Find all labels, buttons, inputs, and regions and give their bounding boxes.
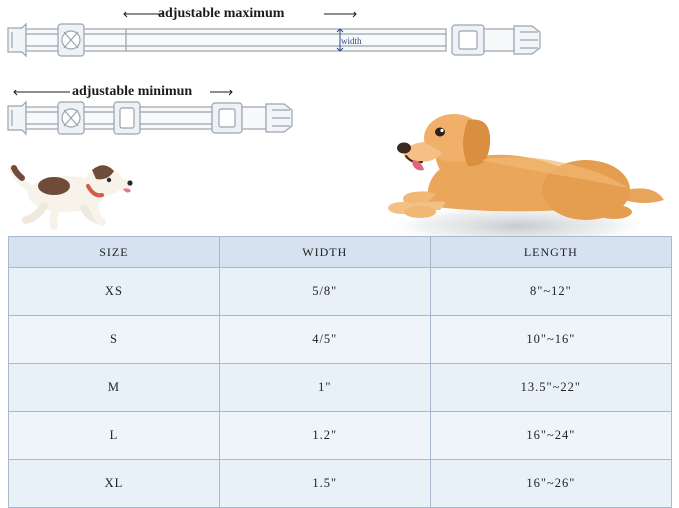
table-header-row xyxy=(9,237,672,268)
cell-length: 8"~12" xyxy=(430,268,671,316)
cell-size: L xyxy=(9,412,220,460)
cell-width: 1.5" xyxy=(219,460,430,508)
table-row xyxy=(9,364,672,412)
cell-width: 5/8" xyxy=(219,268,430,316)
cell-length: 10"~16" xyxy=(430,316,671,364)
table-row xyxy=(9,268,672,316)
cell-length: 16"~26" xyxy=(430,460,671,508)
table-row xyxy=(9,316,672,364)
cell-width: 1" xyxy=(219,364,430,412)
cell-size: XL xyxy=(9,460,220,508)
cell-length: 13.5"~22" xyxy=(430,364,671,412)
column-header-width: WIDTH xyxy=(219,237,430,268)
cell-width: 1.2" xyxy=(219,412,430,460)
table-row xyxy=(9,460,672,508)
lying-golden-retriever-illustration xyxy=(368,98,668,248)
size-chart-table xyxy=(8,236,672,508)
running-dog-illustration xyxy=(8,160,148,230)
cell-size: S xyxy=(9,316,220,364)
adjustable-minimum-label: adjustable minimun xyxy=(72,84,193,99)
table-row xyxy=(9,412,672,460)
column-header-size: SIZE xyxy=(9,237,220,268)
adjustable-maximum-label: adjustable maximum xyxy=(158,6,285,21)
cell-width: 4/5" xyxy=(219,316,430,364)
cell-length: 16"~24" xyxy=(430,412,671,460)
cell-size: XS xyxy=(9,268,220,316)
collar-min-diagram xyxy=(4,90,304,146)
column-header-length: LENGTH xyxy=(430,237,671,268)
width-label: width xyxy=(341,36,362,46)
collar-max-diagram xyxy=(4,12,544,68)
cell-size: M xyxy=(9,364,220,412)
